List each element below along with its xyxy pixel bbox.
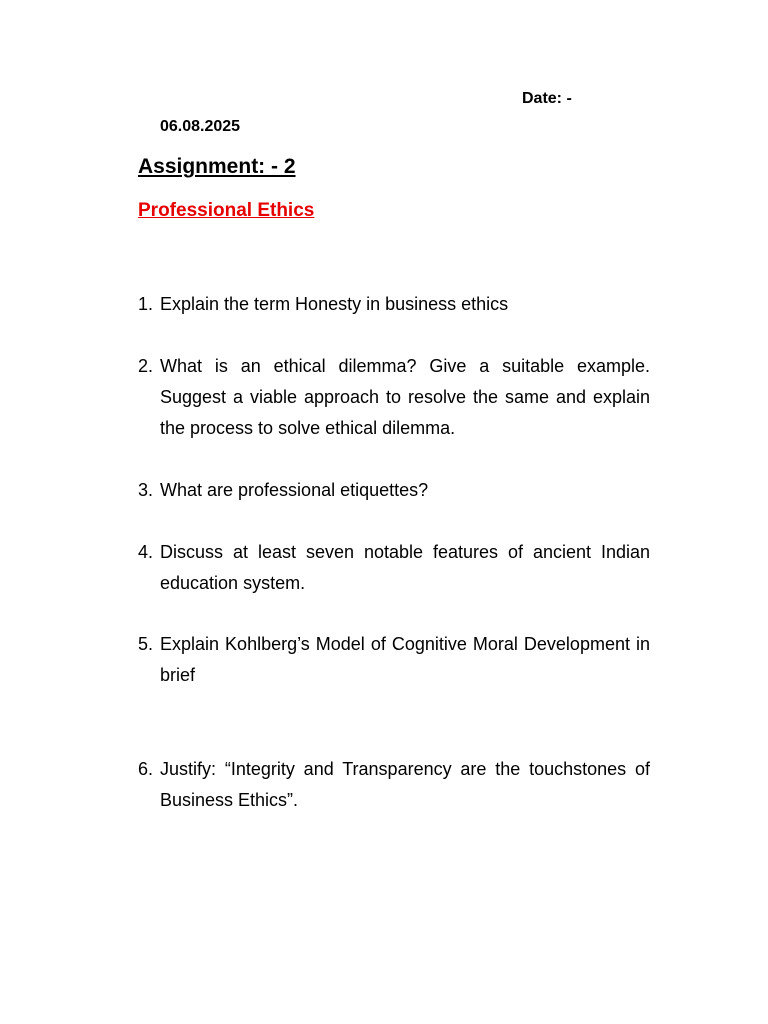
question-number: 3. xyxy=(138,480,154,500)
question-text: What is an ethical dilemma? Give a suitable example. Suggest a viable approach to resolve the same and explain the process to solve ethical dilemma. xyxy=(160,356,650,438)
assignment-title: Assignment: - 2 xyxy=(138,155,296,178)
date-value: 06.08.2025 xyxy=(160,118,241,135)
question-item xyxy=(138,754,650,816)
question-text: Justify: “Integrity and Transparency are the touchstones of Business Ethics”. xyxy=(160,759,650,810)
question-item xyxy=(138,537,650,599)
question-number: 6. xyxy=(138,759,154,779)
question-text: Explain the term Honesty in business ethics xyxy=(160,294,509,314)
question-number: 2. xyxy=(138,356,154,376)
question-number: 5. xyxy=(138,634,154,654)
date-label: Date: - xyxy=(522,90,572,107)
question-item xyxy=(138,289,650,320)
question-number: 4. xyxy=(138,542,154,562)
question-number: 1. xyxy=(138,294,154,314)
question-item xyxy=(138,475,650,506)
question-item xyxy=(138,351,650,444)
question-text: Discuss at least seven notable features of ancient Indian education system. xyxy=(160,542,650,593)
question-text: What are professional etiquettes? xyxy=(160,480,429,500)
question-item xyxy=(138,629,650,691)
question-text: Explain Kohlberg’s Model of Cognitive Moral Development in brief xyxy=(160,634,650,685)
subject-title: Professional Ethics xyxy=(138,200,315,221)
